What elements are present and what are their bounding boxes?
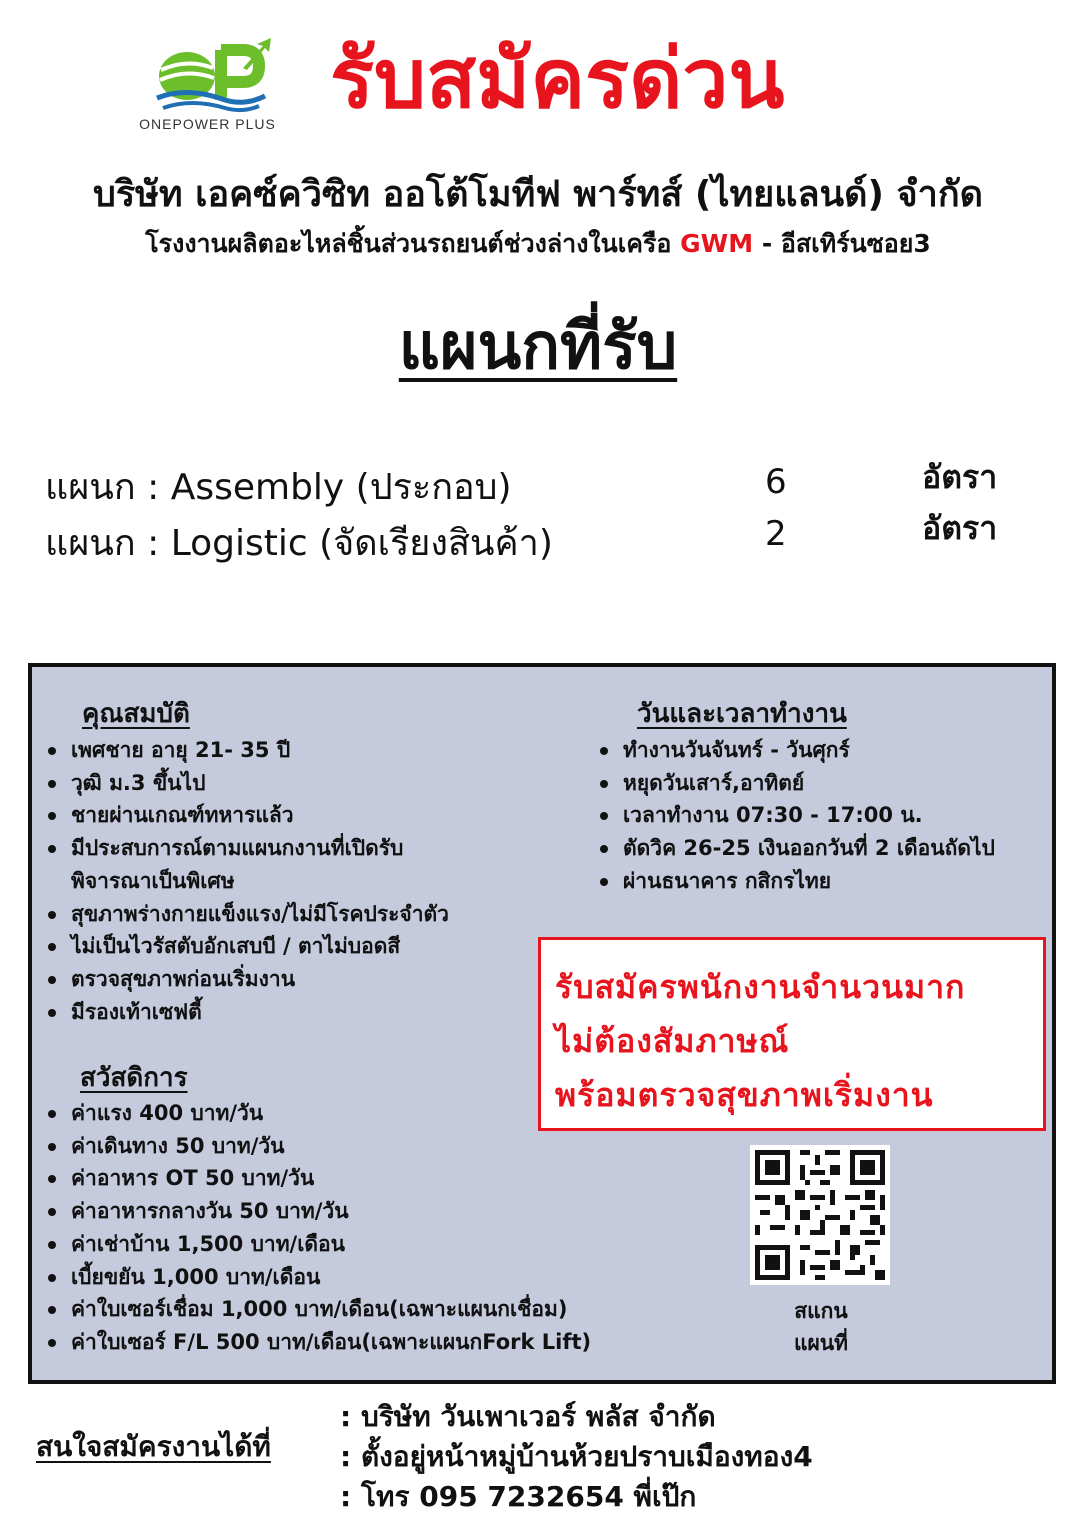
list-item-text: มีประสบการณ์ตามแผนกงานที่เปิดรับ [71,836,404,861]
subtitle-location: - อีสเทิร์นซอย3 [753,229,931,258]
list-item-continuation: พิจารณาเป็นพิเศษ [71,868,235,893]
contact-company: : บริษัท วันเพาเวอร์ พลัส จำกัด [340,1400,716,1433]
list-item: เบี้ยขยัน 1,000 บาท/เดือน [44,1261,591,1294]
contact-label: สนใจสมัครงานได้ที่ [36,1430,271,1463]
logo-mark-icon [125,38,290,118]
list-item: ค่าอาหาร OT 50 บาท/วัน [44,1162,591,1195]
list-item: เวลาทำงาน 07:30 - 17:00 น. [596,799,995,832]
qr-label-line-1: สแกน [794,1299,848,1323]
list-item: ค่าใบเซอร์ F/L 500 บาท/เดือน(เฉพาะแผนกFork Lift) [44,1326,591,1359]
headline: รับสมัครด่วน [330,32,785,127]
promo-line-1: รับสมัครพนักงานจำนวนมาก [555,968,966,1006]
dept-row-1-unit: อัตรา [922,458,998,496]
dept-row-1-count: 6 [765,462,787,502]
welfare-list [44,1097,591,1359]
list-item: สุขภาพร่างกายแข็งแรง/ไม่มีโรคประจำตัว [44,898,449,931]
list-item: ไม่เป็นไวรัสตับอักเสบบี / ตาไม่บอดสี [44,930,449,963]
company-name: บริษัท เอคซ์ควิซิท ออโต้โมทีฟ พาร์ทส์ (ไทยแลนด์) จำกัด [92,174,983,215]
list-item: ค่าอาหารกลางวัน 50 บาท/วัน [44,1195,591,1228]
dept-row-2-name: แผนก : Logistic (จัดเรียงสินค้า) [45,523,553,564]
dept-row-2-count: 2 [765,514,787,554]
schedule-list [596,734,995,898]
list-item: เพศชาย อายุ 21- 35 ปี [44,734,449,767]
qr-code-icon[interactable] [750,1145,890,1285]
dept-row-2-unit: อัตรา [922,509,998,547]
departments-heading-text: แผนกที่รับ [398,310,678,384]
list-item: ค่าเดินทาง 50 บาท/วัน [44,1130,591,1163]
promo-line-3: พร้อมตรวจสุขภาพเริ่มงาน [555,1076,934,1114]
departments-heading [0,295,1076,397]
contact-phone: : โทร 095 7232654 พี่เป๊ก [340,1480,697,1513]
promo-box [538,937,1046,1131]
list-item: ผ่านธนาคาร กสิกรไทย [596,865,995,898]
logo-text: ONEPOWER PLUS [139,116,276,132]
promo-line-2: ไม่ต้องสัมภาษณ์ [555,1022,790,1060]
list-item: หยุดวันเสาร์,อาทิตย์ [596,767,995,800]
subtitle-brand: GWM [680,229,754,258]
list-item: วุฒิ ม.3 ขึ้นไป [44,767,449,800]
list-item [44,832,449,897]
qualifications-title: คุณสมบัติ [82,699,190,729]
list-item: ค่าเช่าบ้าน 1,500 บาท/เดือน [44,1228,591,1261]
list-item: ตรวจสุขภาพก่อนเริ่มงาน [44,963,449,996]
contact-address: : ตั้งอยู่หน้าหมู่บ้านห้วยปราบเมืองทอง4 [340,1440,813,1473]
qr-label [760,1295,882,1359]
list-item: มีรองเท้าเซฟตี้ [44,996,449,1029]
onepower-plus-logo [125,38,290,138]
list-item: ตัดวิค 26-25 เงินออกวันที่ 2 เดือนถัดไป [596,832,995,865]
subtitle-text: โรงงานผลิตอะไหล่ชิ้นส่วนรถยนต์ช่วงล่างในเครือ [145,229,681,258]
qualifications-list [44,734,449,1028]
list-item: ชายผ่านเกณฑ์ทหารแล้ว [44,799,449,832]
list-item: ทำงานวันจันทร์ - วันศุกร์ [596,734,995,767]
qr-label-line-2: แผนที่ [793,1331,849,1355]
welfare-title: สวัสดิการ [80,1063,188,1093]
dept-row-1-name: แผนก : Assembly (ประกอบ) [45,467,512,508]
list-item: ค่าใบเซอร์เชื่อม 1,000 บาท/เดือน(เฉพาะแผนกเชื่อม) [44,1293,591,1326]
factory-subtitle [0,224,1076,264]
schedule-title: วันและเวลาทำงาน [637,699,847,729]
list-item: ค่าแรง 400 บาท/วัน [44,1097,591,1130]
